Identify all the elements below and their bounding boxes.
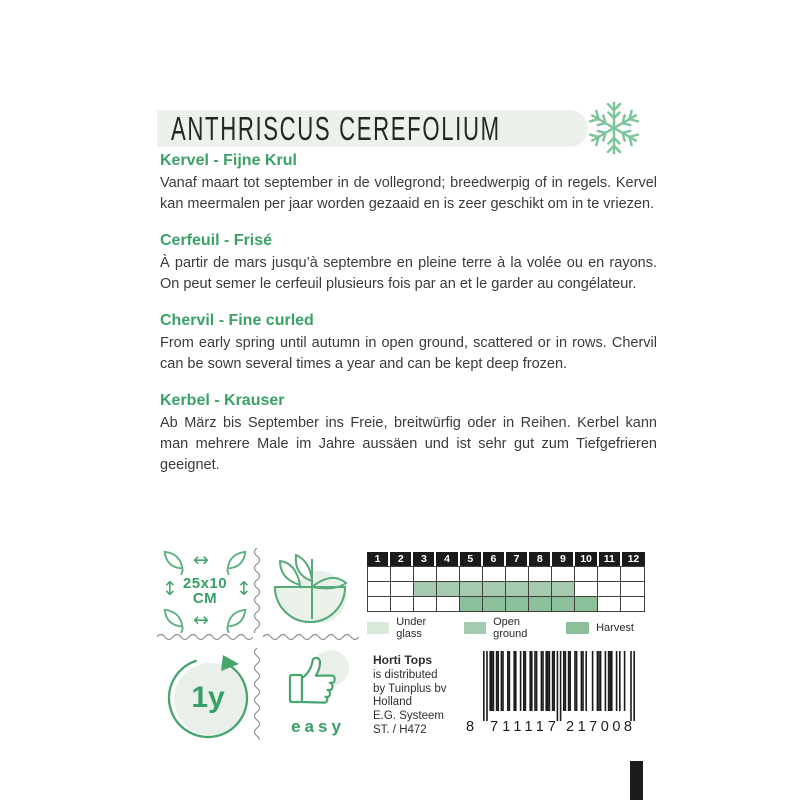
leaf-icon [224, 607, 250, 633]
calendar-cell [483, 597, 506, 611]
calendar-cell [437, 582, 460, 597]
height-arrow-icon: ↕ [162, 578, 178, 600]
barcode-right-digits: 217008 [566, 719, 632, 735]
legend-label: Harvest [596, 622, 634, 634]
calendar-cell [460, 567, 483, 582]
calendar-cell [414, 582, 437, 597]
calendar-cell [552, 597, 575, 611]
distributor-line: by Tuinplus bv [373, 682, 447, 695]
calendar-cell [506, 567, 529, 582]
calendar-cell [483, 582, 506, 597]
calendar-cell [575, 597, 598, 611]
calendar-cell [368, 567, 391, 582]
leaf-icon [160, 549, 186, 575]
distributor-line: is distributed [373, 668, 438, 681]
calendar-month-label: 1 [367, 552, 390, 566]
section-body-dutch: Vanaf maart tot september in de vollegrond; breedwerpig of in regels. Kervel kan meermalen per jaar worden gezaaid en is zeer geschikt om in te vriezen. [160, 175, 657, 212]
calendar-month-label: 4 [436, 552, 459, 566]
legend-swatch [566, 622, 589, 634]
calendar-cell [414, 567, 437, 582]
calendar-grid [367, 566, 645, 612]
calendar-cell [460, 597, 483, 611]
calendar-cell [414, 597, 437, 611]
divider-wave-vertical-top [252, 548, 260, 633]
calendar-month-header [367, 552, 645, 566]
leaf-icon [160, 607, 186, 633]
description-sections [160, 152, 657, 493]
difficulty-pictogram [277, 648, 359, 744]
calendar-month-label: 3 [413, 552, 436, 566]
section-heading-english: Chervil - Fine curled [160, 312, 314, 329]
calendar-cell [598, 567, 621, 582]
calendar-cell [621, 597, 644, 611]
thumbs-up-icon [285, 648, 351, 710]
calendar-cell [575, 567, 598, 582]
calendar-month-label: 8 [529, 552, 552, 566]
calendar-cell [575, 582, 598, 597]
section-heading-french: Cerfeuil - Frisé [160, 232, 273, 249]
distributor-line: Holland [373, 696, 412, 709]
height-arrow-icon: ↕ [236, 578, 252, 600]
legend-item [464, 616, 555, 640]
calendar-cell [368, 597, 391, 611]
legend-item [566, 622, 634, 634]
calendar-month-label: 5 [460, 552, 483, 566]
calendar-cell [460, 582, 483, 597]
registration-mark [630, 761, 643, 800]
spacing-value: 25x10 CM [182, 575, 228, 607]
calendar-cell [529, 582, 552, 597]
calendar-cell [529, 597, 552, 611]
width-arrow-icon: ↔ [193, 609, 209, 631]
section-french [160, 232, 657, 295]
title-band [157, 110, 588, 147]
barcode-left-digits: 711117 [490, 719, 556, 735]
section-heading-dutch: Kervel - Fijne Krul [160, 152, 297, 169]
calendar-cell [621, 567, 644, 582]
calendar-month-label: 2 [390, 552, 413, 566]
section-english [160, 312, 657, 375]
calendar-month-label: 10 [575, 552, 598, 566]
snowflake-icon [584, 98, 644, 158]
legend-swatch [464, 622, 486, 634]
calendar-cell [437, 567, 460, 582]
calendar-cell [598, 597, 621, 611]
section-body-english: From early spring until autumn in open ground, scattered or in rows. Chervil can be sown several times a year and can be kept deep frozen. [160, 335, 657, 372]
legend-swatch [367, 622, 389, 634]
calendar-month-label: 12 [622, 552, 645, 566]
calendar-cell [391, 567, 414, 582]
latin-name-title: ANTHRISCUS CEREFOLIUM [171, 110, 501, 148]
calendar-legend [367, 616, 645, 640]
legend-label: Open ground [493, 616, 528, 640]
calendar-month-label: 11 [599, 552, 622, 566]
section-body-german: Ab März bis September ins Freie, breitwürfig oder in Reihen. Kerbel kann man mehrere Male im Jahre aussäen und ist sehr gut zum Tiefgefrieren geeignet. [160, 415, 657, 473]
calendar-cell [621, 582, 644, 597]
divider-wave-horizontal-right [263, 632, 359, 640]
calendar-cell [391, 597, 414, 611]
section-dutch [160, 152, 657, 215]
calendar-cell [483, 567, 506, 582]
divider-wave-horizontal-left [157, 632, 253, 640]
calendar-cell [506, 597, 529, 611]
calendar-month-label: 9 [552, 552, 575, 566]
calendar-cell [391, 582, 414, 597]
calendar-cell [552, 567, 575, 582]
section-heading-german: Kerbel - Krauser [160, 392, 285, 409]
barcode-first-digit: 8 [466, 719, 475, 735]
legend-label: Under glass [396, 616, 427, 640]
viability-pictogram [163, 651, 255, 745]
ean-barcode [462, 651, 642, 740]
viability-value: 1y [191, 681, 225, 714]
difficulty-value: easy [291, 717, 345, 736]
leaf-icon [224, 549, 250, 575]
section-body-french: À partir de mars jusqu’à septembre en pleine terre à la volée ou en rayons. On peut semer le cerfeuil plusieurs fois par an et le garder au congélateur. [160, 255, 657, 292]
calendar-cell [368, 582, 391, 597]
section-german [160, 392, 657, 476]
calendar-cell [529, 567, 552, 582]
distributor-line: ST. / H472 [373, 723, 427, 736]
calendar-cell [506, 582, 529, 597]
legend-item [367, 616, 453, 640]
herb-bowl-icon [266, 551, 354, 631]
calendar-cell [598, 582, 621, 597]
distributor-name: Horti Tops [373, 653, 433, 667]
calendar-cell [437, 597, 460, 611]
calendar-month-label: 6 [483, 552, 506, 566]
spacing-pictogram [160, 549, 252, 633]
width-arrow-icon: ↔ [193, 549, 209, 571]
calendar-month-label: 7 [506, 552, 529, 566]
calendar-cell [552, 582, 575, 597]
distributor-line: E.G. Systeem [373, 710, 444, 723]
distributor-info [373, 654, 447, 738]
